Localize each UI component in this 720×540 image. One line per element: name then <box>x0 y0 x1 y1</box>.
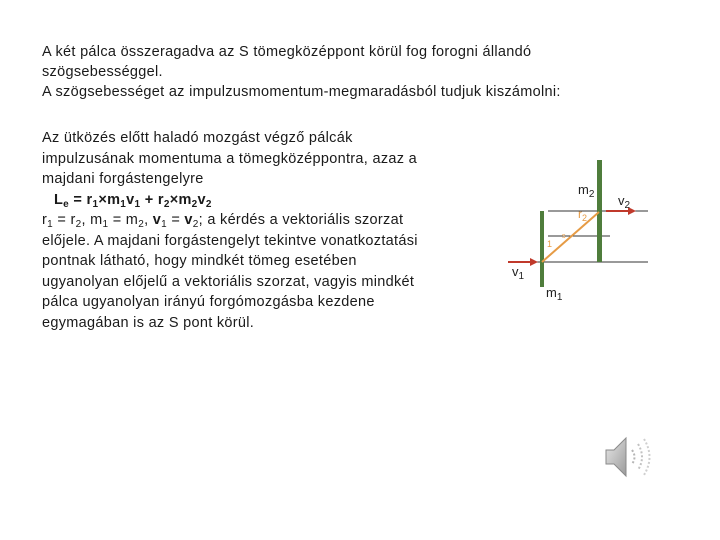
label-r1: 1 <box>547 239 553 249</box>
radius-vector <box>542 212 599 262</box>
label-v2: $v_2$ <box>618 193 631 211</box>
label-m2: $m_2$ <box>578 182 595 200</box>
speaker-icon[interactable] <box>596 432 666 482</box>
body-line: egymagában is az S pont körül. <box>42 314 255 331</box>
rod-1 <box>540 211 544 287</box>
rod-2 <box>597 160 602 262</box>
body-line: pálca ugyanolyan irányú forgómozgásba kezdene <box>42 294 375 310</box>
body-line: Az ütközés előtt haladó mozgást végző pálcák <box>42 130 353 146</box>
label-m1: $m_1$ <box>546 285 563 303</box>
label-r2: $r_2$ <box>578 207 588 223</box>
body-line: előjele. A majdani forgástengelyt tekintve vonatkoztatási <box>42 232 418 249</box>
equality-line: $r_1 = r_2$, $m_1 = m_2$, $v_1 = v_2$; a kérdés a vektoriális szorzat <box>42 212 404 230</box>
body-line: majdani forgástengelyre <box>42 171 204 187</box>
body-line: ugyanolyan előjelű a vektoriális szorzat, vagyis mindkét <box>42 273 415 290</box>
label-s: s <box>562 233 566 240</box>
velocity-arrow-1-head <box>530 258 538 266</box>
label-v1: $v_1$ <box>512 264 525 282</box>
body-line: impulzusának momentuma a tömegközéppontra, azaz a <box>42 150 417 167</box>
body-line: pontnak látható, hogy mindkét tömeg esetében <box>42 253 357 269</box>
intro-line: A szögsebességet az impulzusmomentum-megmaradásból tudjuk kiszámolni: <box>42 84 561 100</box>
angular-momentum-formula: $L_e = r_1\times m_1v_1 + r_2\times m_2v_2$ <box>54 191 212 210</box>
intro-line: A két pálca összeragadva az S tömegközéppont körül fog forogni állandó <box>42 44 532 60</box>
intro-line: szögsebességgel. <box>42 64 163 80</box>
